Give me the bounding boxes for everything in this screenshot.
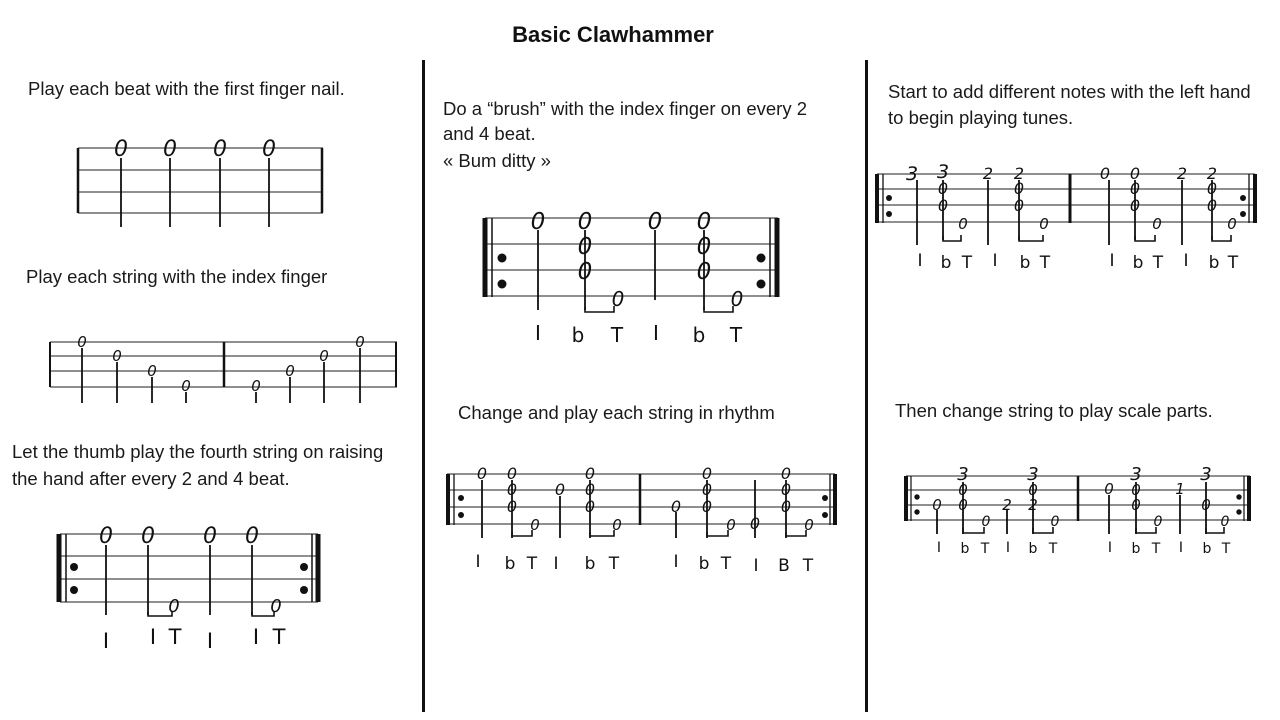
- svg-text:0: 0: [696, 234, 712, 260]
- tab-example-brush: [485, 209, 778, 347]
- tab-note: 0: [99, 524, 113, 549]
- svg-text:0: 0: [804, 516, 814, 534]
- svg-text:0: 0: [647, 209, 663, 235]
- caption-change-strings: Change and play each string in rhythm: [458, 402, 775, 423]
- fingering-mark: b: [1019, 253, 1031, 273]
- svg-text:0: 0: [1220, 514, 1230, 530]
- tab-note: 0: [245, 524, 259, 549]
- fingering-mark: I: [673, 552, 679, 572]
- fingering-mark: T: [168, 625, 182, 649]
- svg-text:2: 2: [982, 164, 994, 183]
- fingering-mark: b: [692, 323, 706, 347]
- caption-thumb-line-2: the hand after every 2 and 4 beat.: [12, 468, 290, 489]
- fingering-mark: T: [980, 541, 990, 557]
- svg-text:0: 0: [701, 497, 713, 516]
- svg-text:0: 0: [1028, 481, 1038, 499]
- svg-text:0: 0: [584, 480, 596, 499]
- fingering-mark: T: [1227, 253, 1239, 273]
- svg-text:0: 0: [554, 480, 566, 499]
- tab-note: 0: [285, 362, 295, 380]
- fingering-mark: T: [1221, 541, 1231, 557]
- svg-text:0: 0: [730, 287, 744, 311]
- svg-text:0: 0: [584, 497, 596, 516]
- svg-text:0: 0: [577, 234, 593, 260]
- caption-add-notes-line-1: Start to add different notes with the left hand: [888, 81, 1251, 102]
- fingering-mark: I: [535, 321, 541, 345]
- fingering-mark: I: [475, 552, 481, 572]
- svg-text:0: 0: [1013, 179, 1025, 198]
- tab-note: 0: [168, 596, 180, 617]
- svg-text:1: 1: [1175, 480, 1185, 498]
- fingering-mark: I: [553, 554, 559, 574]
- fingering-mark: T: [1152, 253, 1164, 273]
- svg-text:0: 0: [1129, 179, 1141, 198]
- fingering-mark: T: [272, 625, 286, 649]
- svg-text:0: 0: [780, 497, 792, 516]
- fingering-mark: T: [608, 554, 620, 574]
- svg-text:0: 0: [1050, 514, 1060, 530]
- fingering-mark: b: [584, 554, 596, 574]
- svg-text:0: 0: [1206, 196, 1218, 215]
- svg-text:2: 2: [1028, 496, 1038, 514]
- svg-text:0: 0: [937, 179, 949, 198]
- fingering-mark: I: [1005, 540, 1011, 556]
- fingering-mark: I: [1183, 251, 1189, 271]
- tab-example-tunes: [877, 161, 1255, 273]
- tab-note: 0: [147, 362, 157, 380]
- svg-text:0: 0: [577, 209, 593, 235]
- svg-text:0: 0: [749, 514, 761, 533]
- caption-brush-line-1: Do a “brush” with the index finger on every 2: [443, 98, 808, 119]
- svg-text:3: 3: [1200, 464, 1212, 485]
- svg-text:0: 0: [1152, 215, 1162, 233]
- fingering-mark: T: [610, 323, 624, 347]
- svg-text:0: 0: [932, 496, 942, 514]
- caption-play-each-string: Play each string with the index finger: [26, 266, 328, 287]
- svg-text:0: 0: [612, 516, 622, 534]
- svg-text:3: 3: [1130, 464, 1142, 485]
- caption-brush-line-2: and 4 beat.: [443, 123, 536, 144]
- svg-text:0: 0: [476, 464, 488, 483]
- svg-text:0: 0: [780, 464, 792, 483]
- fingering-mark: b: [1208, 253, 1220, 273]
- caption-bum-ditty: « Bum ditty »: [443, 150, 551, 171]
- svg-text:2: 2: [1013, 164, 1025, 183]
- svg-text:0: 0: [506, 497, 518, 516]
- caption-play-each-beat: Play each beat with the first finger nail.: [28, 78, 345, 99]
- svg-text:0: 0: [670, 497, 682, 516]
- tab-note: 0: [270, 596, 282, 617]
- fingering-mark: b: [1028, 541, 1038, 557]
- fingering-mark: I: [149, 625, 157, 649]
- fingering-mark: b: [940, 253, 952, 273]
- svg-text:0: 0: [958, 215, 968, 233]
- fingering-mark: I: [653, 321, 659, 345]
- fingering-mark: b: [1131, 541, 1141, 557]
- page-title: Basic Clawhammer: [512, 22, 714, 47]
- tab-note: 0: [355, 333, 365, 351]
- fingering-mark: b: [1132, 253, 1144, 273]
- svg-text:3: 3: [957, 464, 969, 485]
- tab-note: 0: [181, 377, 191, 395]
- svg-text:0: 0: [506, 464, 518, 483]
- svg-text:2: 2: [1176, 164, 1188, 183]
- fingering-mark: B: [778, 556, 790, 576]
- tab-note: 0: [112, 347, 122, 365]
- svg-text:0: 0: [958, 481, 968, 499]
- svg-text:2: 2: [1002, 496, 1012, 514]
- svg-text:0: 0: [958, 496, 968, 514]
- svg-text:0: 0: [584, 464, 596, 483]
- tab-note: 0: [203, 524, 217, 549]
- tab-example-each-string: [50, 333, 397, 403]
- fingering-mark: I: [252, 625, 260, 649]
- fingering-mark: I: [936, 540, 942, 556]
- tab-note: 0: [163, 137, 177, 162]
- tab-note: 0: [213, 137, 227, 162]
- tab-example-thumb: [59, 524, 318, 653]
- fingering-mark: T: [1151, 541, 1161, 557]
- svg-text:0: 0: [696, 259, 712, 285]
- tab-example-scale: [906, 464, 1250, 557]
- fingering-mark: b: [698, 554, 710, 574]
- tab-example-rhythm: [447, 464, 835, 576]
- svg-text:0: 0: [1131, 481, 1141, 499]
- svg-text:3: 3: [936, 161, 950, 183]
- svg-text:3: 3: [905, 163, 919, 185]
- svg-text:0: 0: [611, 287, 625, 311]
- fingering-mark: I: [102, 629, 110, 653]
- tab-note: 0: [77, 333, 87, 351]
- fingering-mark: T: [720, 554, 732, 574]
- svg-text:2: 2: [1206, 164, 1218, 183]
- fingering-mark: I: [917, 251, 923, 271]
- svg-text:0: 0: [696, 209, 712, 235]
- svg-text:0: 0: [726, 516, 736, 534]
- svg-text:0: 0: [1129, 196, 1141, 215]
- svg-text:0: 0: [937, 196, 949, 215]
- svg-text:0: 0: [1013, 196, 1025, 215]
- svg-text:0: 0: [701, 464, 713, 483]
- caption-add-notes-line-2: to begin playing tunes.: [888, 107, 1074, 128]
- svg-text:0: 0: [530, 516, 540, 534]
- fingering-mark: I: [992, 251, 998, 271]
- tab-note: 0: [114, 137, 128, 162]
- svg-text:0: 0: [506, 480, 518, 499]
- tab-note: 0: [251, 377, 261, 395]
- tab-note: 0: [262, 137, 276, 162]
- svg-text:0: 0: [1129, 164, 1141, 183]
- tab-note: 0: [141, 524, 155, 549]
- fingering-mark: T: [802, 556, 814, 576]
- svg-text:0: 0: [1206, 179, 1218, 198]
- svg-text:0: 0: [577, 259, 593, 285]
- fingering-mark: I: [1107, 540, 1113, 556]
- fingering-mark: b: [571, 323, 585, 347]
- fingering-mark: T: [729, 323, 743, 347]
- fingering-mark: T: [526, 554, 538, 574]
- caption-thumb-line-1: Let the thumb play the fourth string on raising: [12, 441, 384, 462]
- fingering-mark: b: [504, 554, 516, 574]
- fingering-mark: b: [960, 541, 970, 557]
- svg-text:0: 0: [1201, 496, 1211, 514]
- fingering-mark: T: [961, 253, 973, 273]
- svg-text:0: 0: [1104, 480, 1114, 498]
- fingering-mark: b: [1202, 541, 1212, 557]
- svg-text:0: 0: [1131, 496, 1141, 514]
- svg-text:0: 0: [530, 209, 546, 235]
- svg-text:0: 0: [1153, 514, 1163, 530]
- fingering-mark: I: [1109, 251, 1115, 271]
- svg-text:0: 0: [981, 514, 991, 530]
- fingering-mark: T: [1048, 541, 1058, 557]
- tab-note: 0: [319, 347, 329, 365]
- svg-text:3: 3: [1027, 464, 1039, 485]
- svg-text:0: 0: [1099, 164, 1111, 183]
- svg-text:0: 0: [1039, 215, 1049, 233]
- svg-text:0: 0: [701, 480, 713, 499]
- svg-text:0: 0: [780, 480, 792, 499]
- caption-scale-parts: Then change string to play scale parts.: [895, 400, 1213, 421]
- fingering-mark: I: [1178, 540, 1184, 556]
- svg-text:0: 0: [1227, 215, 1237, 233]
- fingering-mark: I: [206, 629, 214, 653]
- fingering-mark: T: [1039, 253, 1051, 273]
- tab-example-first-finger: [78, 137, 323, 227]
- fingering-mark: I: [753, 556, 759, 576]
